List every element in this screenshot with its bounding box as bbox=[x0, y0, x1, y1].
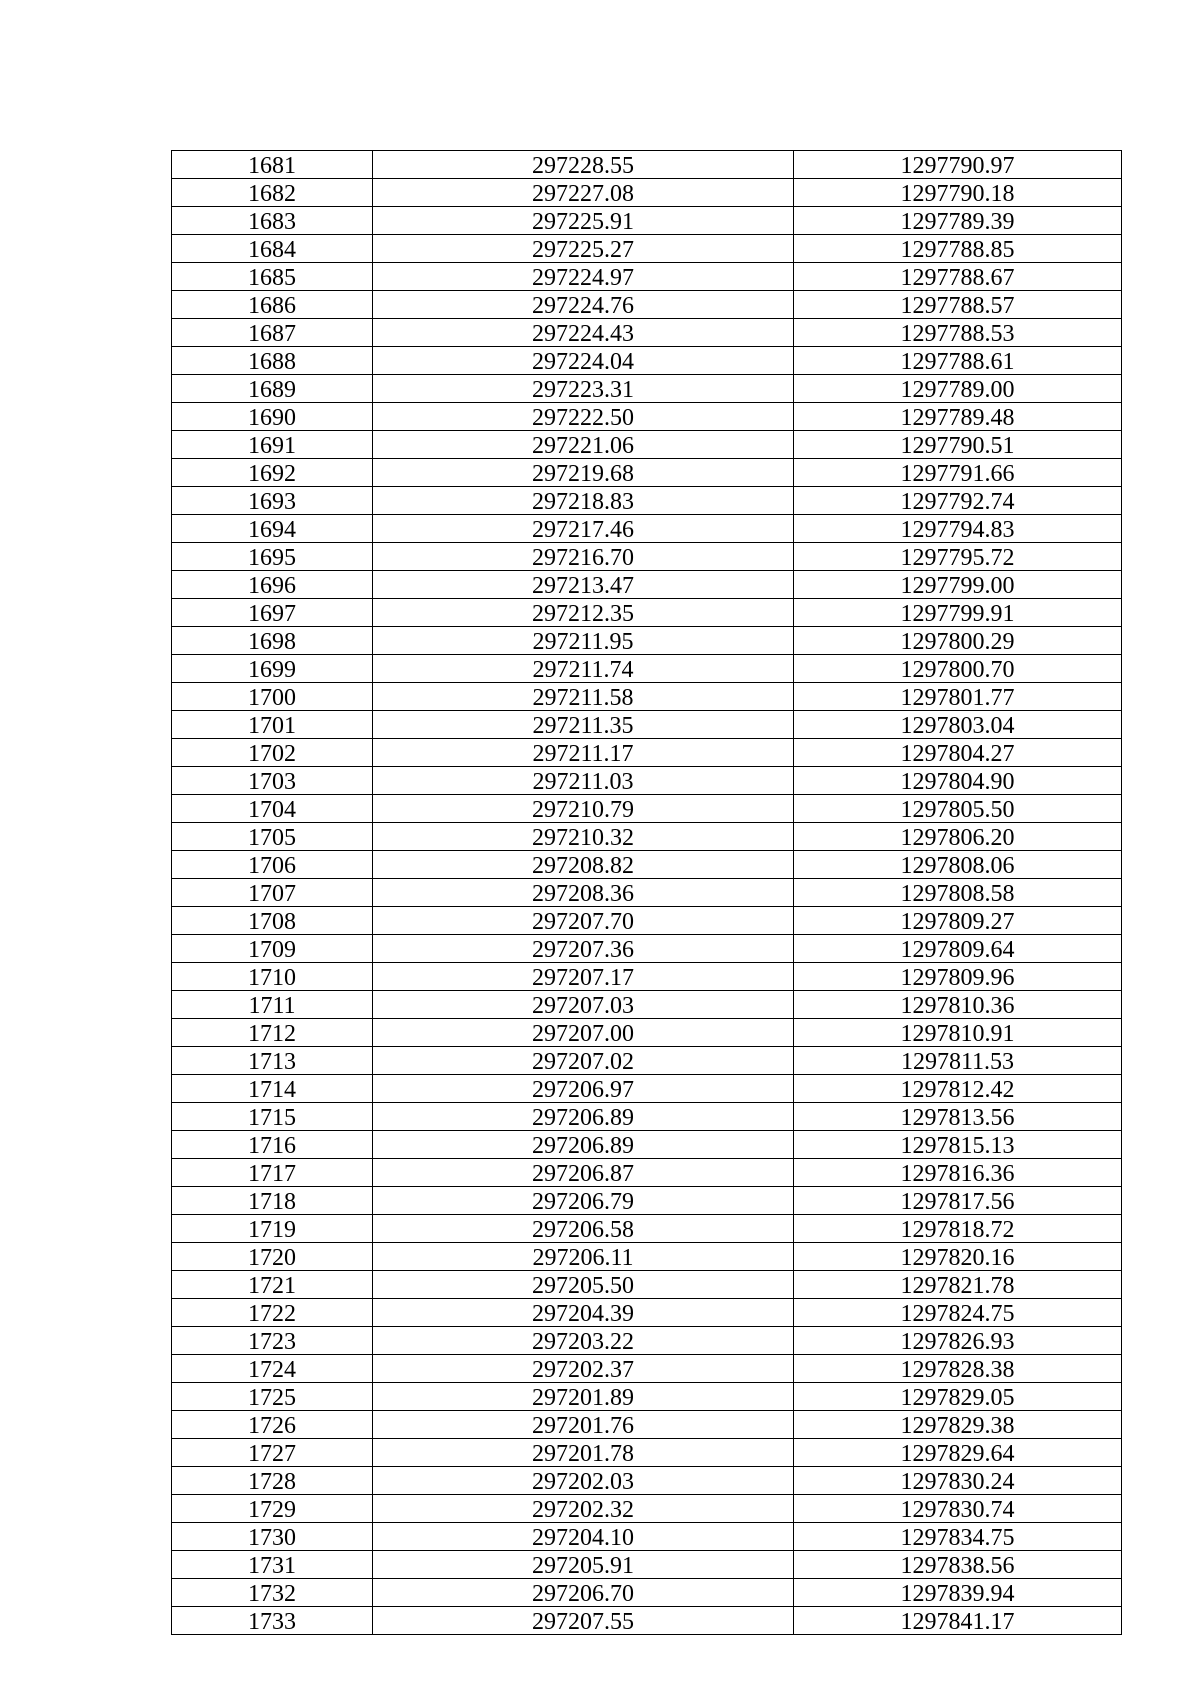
table-row bbox=[172, 1243, 1122, 1271]
y-coordinate-cell: 1297803.04 bbox=[794, 711, 1122, 739]
y-coordinate-cell: 1297829.38 bbox=[794, 1411, 1122, 1439]
table-row bbox=[172, 879, 1122, 907]
table-row bbox=[172, 1103, 1122, 1131]
x-coordinate-cell: 297206.97 bbox=[373, 1075, 794, 1103]
x-coordinate-cell: 297207.03 bbox=[373, 991, 794, 1019]
x-coordinate-cell: 297202.03 bbox=[373, 1467, 794, 1495]
x-coordinate-cell: 297208.82 bbox=[373, 851, 794, 879]
y-coordinate-cell: 1297829.05 bbox=[794, 1383, 1122, 1411]
x-coordinate-cell: 297201.89 bbox=[373, 1383, 794, 1411]
y-coordinate-cell: 1297810.91 bbox=[794, 1019, 1122, 1047]
y-coordinate-cell: 1297839.94 bbox=[794, 1579, 1122, 1607]
x-coordinate-cell: 297217.46 bbox=[373, 515, 794, 543]
point-number-cell: 1699 bbox=[172, 655, 373, 683]
table-row bbox=[172, 851, 1122, 879]
x-coordinate-cell: 297213.47 bbox=[373, 571, 794, 599]
point-number-cell: 1724 bbox=[172, 1355, 373, 1383]
x-coordinate-cell: 297211.35 bbox=[373, 711, 794, 739]
table-row bbox=[172, 543, 1122, 571]
x-coordinate-cell: 297207.55 bbox=[373, 1607, 794, 1635]
table-row bbox=[172, 1019, 1122, 1047]
y-coordinate-cell: 1297838.56 bbox=[794, 1551, 1122, 1579]
table-row bbox=[172, 935, 1122, 963]
table-row bbox=[172, 627, 1122, 655]
y-coordinate-cell: 1297789.00 bbox=[794, 375, 1122, 403]
x-coordinate-cell: 297224.04 bbox=[373, 347, 794, 375]
coordinates-table-body bbox=[172, 151, 1122, 1635]
y-coordinate-cell: 1297812.42 bbox=[794, 1075, 1122, 1103]
x-coordinate-cell: 297202.37 bbox=[373, 1355, 794, 1383]
point-number-cell: 1715 bbox=[172, 1103, 373, 1131]
y-coordinate-cell: 1297788.85 bbox=[794, 235, 1122, 263]
table-row bbox=[172, 1159, 1122, 1187]
point-number-cell: 1718 bbox=[172, 1187, 373, 1215]
table-row bbox=[172, 795, 1122, 823]
y-coordinate-cell: 1297804.27 bbox=[794, 739, 1122, 767]
x-coordinate-cell: 297205.91 bbox=[373, 1551, 794, 1579]
x-coordinate-cell: 297219.68 bbox=[373, 459, 794, 487]
y-coordinate-cell: 1297815.13 bbox=[794, 1131, 1122, 1159]
point-number-cell: 1685 bbox=[172, 263, 373, 291]
point-number-cell: 1681 bbox=[172, 151, 373, 179]
point-number-cell: 1709 bbox=[172, 935, 373, 963]
point-number-cell: 1690 bbox=[172, 403, 373, 431]
y-coordinate-cell: 1297816.36 bbox=[794, 1159, 1122, 1187]
x-coordinate-cell: 297224.76 bbox=[373, 291, 794, 319]
point-number-cell: 1707 bbox=[172, 879, 373, 907]
y-coordinate-cell: 1297790.97 bbox=[794, 151, 1122, 179]
point-number-cell: 1714 bbox=[172, 1075, 373, 1103]
point-number-cell: 1705 bbox=[172, 823, 373, 851]
y-coordinate-cell: 1297813.56 bbox=[794, 1103, 1122, 1131]
table-row bbox=[172, 683, 1122, 711]
table-row bbox=[172, 151, 1122, 179]
x-coordinate-cell: 297204.39 bbox=[373, 1299, 794, 1327]
point-number-cell: 1702 bbox=[172, 739, 373, 767]
table-row bbox=[172, 1075, 1122, 1103]
x-coordinate-cell: 297206.79 bbox=[373, 1187, 794, 1215]
y-coordinate-cell: 1297808.06 bbox=[794, 851, 1122, 879]
y-coordinate-cell: 1297841.17 bbox=[794, 1607, 1122, 1635]
y-coordinate-cell: 1297792.74 bbox=[794, 487, 1122, 515]
point-number-cell: 1688 bbox=[172, 347, 373, 375]
point-number-cell: 1698 bbox=[172, 627, 373, 655]
x-coordinate-cell: 297211.03 bbox=[373, 767, 794, 795]
table-row bbox=[172, 963, 1122, 991]
x-coordinate-cell: 297206.70 bbox=[373, 1579, 794, 1607]
point-number-cell: 1726 bbox=[172, 1411, 373, 1439]
y-coordinate-cell: 1297826.93 bbox=[794, 1327, 1122, 1355]
x-coordinate-cell: 297206.89 bbox=[373, 1103, 794, 1131]
y-coordinate-cell: 1297828.38 bbox=[794, 1355, 1122, 1383]
table-row bbox=[172, 1271, 1122, 1299]
x-coordinate-cell: 297207.17 bbox=[373, 963, 794, 991]
y-coordinate-cell: 1297800.29 bbox=[794, 627, 1122, 655]
y-coordinate-cell: 1297818.72 bbox=[794, 1215, 1122, 1243]
y-coordinate-cell: 1297830.74 bbox=[794, 1495, 1122, 1523]
x-coordinate-cell: 297211.95 bbox=[373, 627, 794, 655]
x-coordinate-cell: 297207.36 bbox=[373, 935, 794, 963]
point-number-cell: 1708 bbox=[172, 907, 373, 935]
x-coordinate-cell: 297216.70 bbox=[373, 543, 794, 571]
table-row bbox=[172, 1523, 1122, 1551]
point-number-cell: 1691 bbox=[172, 431, 373, 459]
point-number-cell: 1701 bbox=[172, 711, 373, 739]
point-number-cell: 1725 bbox=[172, 1383, 373, 1411]
y-coordinate-cell: 1297834.75 bbox=[794, 1523, 1122, 1551]
y-coordinate-cell: 1297808.58 bbox=[794, 879, 1122, 907]
table-row bbox=[172, 599, 1122, 627]
point-number-cell: 1697 bbox=[172, 599, 373, 627]
y-coordinate-cell: 1297804.90 bbox=[794, 767, 1122, 795]
x-coordinate-cell: 297204.10 bbox=[373, 1523, 794, 1551]
point-number-cell: 1696 bbox=[172, 571, 373, 599]
x-coordinate-cell: 297225.27 bbox=[373, 235, 794, 263]
y-coordinate-cell: 1297799.91 bbox=[794, 599, 1122, 627]
point-number-cell: 1710 bbox=[172, 963, 373, 991]
table-row bbox=[172, 1047, 1122, 1075]
y-coordinate-cell: 1297795.72 bbox=[794, 543, 1122, 571]
y-coordinate-cell: 1297788.57 bbox=[794, 291, 1122, 319]
x-coordinate-cell: 297211.58 bbox=[373, 683, 794, 711]
x-coordinate-cell: 297222.50 bbox=[373, 403, 794, 431]
y-coordinate-cell: 1297789.48 bbox=[794, 403, 1122, 431]
point-number-cell: 1720 bbox=[172, 1243, 373, 1271]
point-number-cell: 1700 bbox=[172, 683, 373, 711]
point-number-cell: 1730 bbox=[172, 1523, 373, 1551]
table-row bbox=[172, 767, 1122, 795]
table-row bbox=[172, 1187, 1122, 1215]
table-row bbox=[172, 1131, 1122, 1159]
point-number-cell: 1687 bbox=[172, 319, 373, 347]
point-number-cell: 1729 bbox=[172, 1495, 373, 1523]
x-coordinate-cell: 297211.74 bbox=[373, 655, 794, 683]
table-row bbox=[172, 1383, 1122, 1411]
y-coordinate-cell: 1297806.20 bbox=[794, 823, 1122, 851]
y-coordinate-cell: 1297794.83 bbox=[794, 515, 1122, 543]
point-number-cell: 1686 bbox=[172, 291, 373, 319]
table-row bbox=[172, 1551, 1122, 1579]
point-number-cell: 1733 bbox=[172, 1607, 373, 1635]
coordinates-table bbox=[171, 150, 1122, 1635]
table-row bbox=[172, 1299, 1122, 1327]
point-number-cell: 1717 bbox=[172, 1159, 373, 1187]
point-number-cell: 1731 bbox=[172, 1551, 373, 1579]
table-row bbox=[172, 459, 1122, 487]
table-row bbox=[172, 263, 1122, 291]
y-coordinate-cell: 1297790.18 bbox=[794, 179, 1122, 207]
table-row bbox=[172, 179, 1122, 207]
x-coordinate-cell: 297210.32 bbox=[373, 823, 794, 851]
table-row bbox=[172, 1439, 1122, 1467]
point-number-cell: 1704 bbox=[172, 795, 373, 823]
y-coordinate-cell: 1297821.78 bbox=[794, 1271, 1122, 1299]
table-row bbox=[172, 711, 1122, 739]
y-coordinate-cell: 1297789.39 bbox=[794, 207, 1122, 235]
x-coordinate-cell: 297207.70 bbox=[373, 907, 794, 935]
y-coordinate-cell: 1297817.56 bbox=[794, 1187, 1122, 1215]
table-row bbox=[172, 487, 1122, 515]
x-coordinate-cell: 297201.76 bbox=[373, 1411, 794, 1439]
table-row bbox=[172, 907, 1122, 935]
table-row bbox=[172, 571, 1122, 599]
table-row bbox=[172, 1467, 1122, 1495]
y-coordinate-cell: 1297801.77 bbox=[794, 683, 1122, 711]
point-number-cell: 1695 bbox=[172, 543, 373, 571]
y-coordinate-cell: 1297788.53 bbox=[794, 319, 1122, 347]
table-row bbox=[172, 655, 1122, 683]
point-number-cell: 1694 bbox=[172, 515, 373, 543]
x-coordinate-cell: 297228.55 bbox=[373, 151, 794, 179]
point-number-cell: 1683 bbox=[172, 207, 373, 235]
point-number-cell: 1712 bbox=[172, 1019, 373, 1047]
x-coordinate-cell: 297208.36 bbox=[373, 879, 794, 907]
y-coordinate-cell: 1297800.70 bbox=[794, 655, 1122, 683]
point-number-cell: 1711 bbox=[172, 991, 373, 1019]
point-number-cell: 1722 bbox=[172, 1299, 373, 1327]
x-coordinate-cell: 297212.35 bbox=[373, 599, 794, 627]
point-number-cell: 1689 bbox=[172, 375, 373, 403]
x-coordinate-cell: 297206.58 bbox=[373, 1215, 794, 1243]
table-row bbox=[172, 347, 1122, 375]
x-coordinate-cell: 297206.89 bbox=[373, 1131, 794, 1159]
x-coordinate-cell: 297203.22 bbox=[373, 1327, 794, 1355]
point-number-cell: 1706 bbox=[172, 851, 373, 879]
point-number-cell: 1703 bbox=[172, 767, 373, 795]
table-row bbox=[172, 1355, 1122, 1383]
point-number-cell: 1732 bbox=[172, 1579, 373, 1607]
point-number-cell: 1693 bbox=[172, 487, 373, 515]
y-coordinate-cell: 1297810.36 bbox=[794, 991, 1122, 1019]
point-number-cell: 1719 bbox=[172, 1215, 373, 1243]
table-row bbox=[172, 291, 1122, 319]
table-row bbox=[172, 1579, 1122, 1607]
point-number-cell: 1716 bbox=[172, 1131, 373, 1159]
point-number-cell: 1713 bbox=[172, 1047, 373, 1075]
x-coordinate-cell: 297207.02 bbox=[373, 1047, 794, 1075]
point-number-cell: 1684 bbox=[172, 235, 373, 263]
table-row bbox=[172, 319, 1122, 347]
point-number-cell: 1721 bbox=[172, 1271, 373, 1299]
table-row bbox=[172, 823, 1122, 851]
y-coordinate-cell: 1297820.16 bbox=[794, 1243, 1122, 1271]
x-coordinate-cell: 297224.43 bbox=[373, 319, 794, 347]
table-row bbox=[172, 1411, 1122, 1439]
table-row bbox=[172, 1495, 1122, 1523]
x-coordinate-cell: 297206.87 bbox=[373, 1159, 794, 1187]
table-row bbox=[172, 1215, 1122, 1243]
point-number-cell: 1727 bbox=[172, 1439, 373, 1467]
table-row bbox=[172, 1607, 1122, 1635]
y-coordinate-cell: 1297799.00 bbox=[794, 571, 1122, 599]
x-coordinate-cell: 297221.06 bbox=[373, 431, 794, 459]
x-coordinate-cell: 297205.50 bbox=[373, 1271, 794, 1299]
y-coordinate-cell: 1297809.27 bbox=[794, 907, 1122, 935]
y-coordinate-cell: 1297788.67 bbox=[794, 263, 1122, 291]
x-coordinate-cell: 297210.79 bbox=[373, 795, 794, 823]
x-coordinate-cell: 297218.83 bbox=[373, 487, 794, 515]
x-coordinate-cell: 297201.78 bbox=[373, 1439, 794, 1467]
y-coordinate-cell: 1297790.51 bbox=[794, 431, 1122, 459]
table-row bbox=[172, 739, 1122, 767]
x-coordinate-cell: 297207.00 bbox=[373, 1019, 794, 1047]
y-coordinate-cell: 1297824.75 bbox=[794, 1299, 1122, 1327]
y-coordinate-cell: 1297809.96 bbox=[794, 963, 1122, 991]
table-row bbox=[172, 207, 1122, 235]
x-coordinate-cell: 297225.91 bbox=[373, 207, 794, 235]
table-row bbox=[172, 1327, 1122, 1355]
y-coordinate-cell: 1297805.50 bbox=[794, 795, 1122, 823]
y-coordinate-cell: 1297829.64 bbox=[794, 1439, 1122, 1467]
point-number-cell: 1692 bbox=[172, 459, 373, 487]
table-row bbox=[172, 375, 1122, 403]
y-coordinate-cell: 1297788.61 bbox=[794, 347, 1122, 375]
y-coordinate-cell: 1297809.64 bbox=[794, 935, 1122, 963]
x-coordinate-cell: 297211.17 bbox=[373, 739, 794, 767]
y-coordinate-cell: 1297811.53 bbox=[794, 1047, 1122, 1075]
table-row bbox=[172, 991, 1122, 1019]
x-coordinate-cell: 297202.32 bbox=[373, 1495, 794, 1523]
point-number-cell: 1682 bbox=[172, 179, 373, 207]
x-coordinate-cell: 297206.11 bbox=[373, 1243, 794, 1271]
y-coordinate-cell: 1297830.24 bbox=[794, 1467, 1122, 1495]
table-row bbox=[172, 403, 1122, 431]
point-number-cell: 1723 bbox=[172, 1327, 373, 1355]
point-number-cell: 1728 bbox=[172, 1467, 373, 1495]
x-coordinate-cell: 297224.97 bbox=[373, 263, 794, 291]
x-coordinate-cell: 297223.31 bbox=[373, 375, 794, 403]
table-row bbox=[172, 515, 1122, 543]
table-row bbox=[172, 431, 1122, 459]
y-coordinate-cell: 1297791.66 bbox=[794, 459, 1122, 487]
x-coordinate-cell: 297227.08 bbox=[373, 179, 794, 207]
table-row bbox=[172, 235, 1122, 263]
